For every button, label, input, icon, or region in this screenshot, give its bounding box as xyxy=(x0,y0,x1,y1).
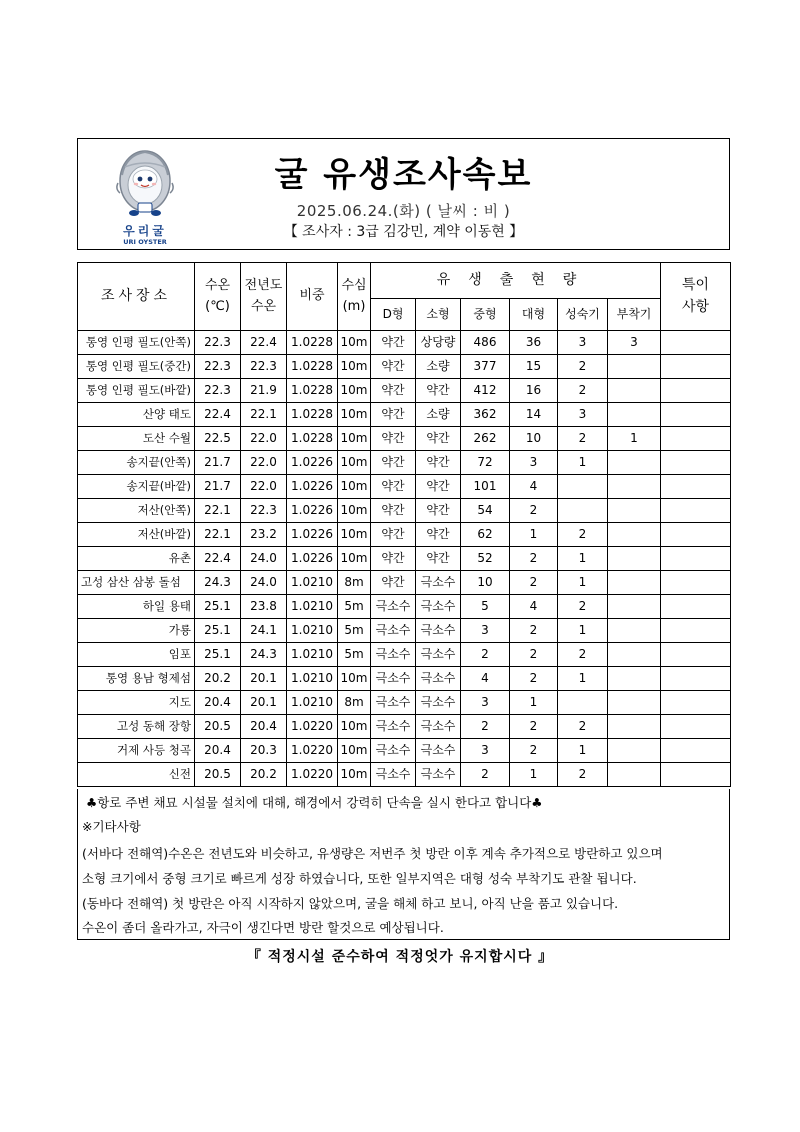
cell-d-type: 극소수 xyxy=(371,763,416,787)
cell-mature: 1 xyxy=(558,739,608,763)
table-row xyxy=(78,691,731,715)
cell-large: 16 xyxy=(510,379,558,403)
cell-depth: 10m xyxy=(338,403,371,427)
cell-mature: 2 xyxy=(558,715,608,739)
header-d-type: D형 xyxy=(371,299,416,331)
cell-mature: 2 xyxy=(558,763,608,787)
table-row xyxy=(78,715,731,739)
cell-d-type: 약간 xyxy=(371,523,416,547)
header-large: 대형 xyxy=(510,299,558,331)
cell-gravity: 1.0228 xyxy=(287,427,338,451)
cell-medium: 54 xyxy=(461,499,510,523)
note-line: 수온이 좀더 올라가고, 자극이 생긴다면 방란 할것으로 예상됩니다. xyxy=(82,920,444,935)
cell-attached xyxy=(608,715,661,739)
cell-depth: 10m xyxy=(338,499,371,523)
warning-notice: ♣항로 주변 채묘 시설물 설치에 대해, 해경에서 강력히 단속을 실시 한다고 합니다♣ xyxy=(86,795,543,810)
report-header xyxy=(77,138,730,250)
logo-subtitle: URI OYSTER xyxy=(123,238,167,246)
cell-attached: 3 xyxy=(608,331,661,355)
cell-mature xyxy=(558,691,608,715)
date-weather-line: 2025.06.24.(화) ( 날씨 : 비 ) xyxy=(296,202,511,220)
table-row xyxy=(78,379,731,403)
cell-gravity: 1.0220 xyxy=(287,739,338,763)
cell-depth: 8m xyxy=(338,691,371,715)
cell-gravity: 1.0226 xyxy=(287,499,338,523)
cell-d-type: 약간 xyxy=(371,379,416,403)
cell-water-temp: 22.1 xyxy=(195,499,241,523)
cell-special xyxy=(661,523,731,547)
cell-prev-temp: 23.2 xyxy=(241,523,287,547)
cell-medium: 3 xyxy=(461,691,510,715)
table-row xyxy=(78,331,731,355)
header-depth xyxy=(338,263,371,331)
table-row xyxy=(78,427,731,451)
cell-prev-temp: 20.2 xyxy=(241,763,287,787)
cell-mature: 2 xyxy=(558,355,608,379)
cell-medium: 52 xyxy=(461,547,510,571)
cell-special xyxy=(661,355,731,379)
cell-location: 고성 삼산 삼봉 돌섬 xyxy=(78,571,195,595)
cell-water-temp: 21.7 xyxy=(195,475,241,499)
cell-small: 약간 xyxy=(416,475,461,499)
header-location: 조사장소 xyxy=(78,263,195,331)
cell-d-type: 약간 xyxy=(371,451,416,475)
cell-gravity: 1.0220 xyxy=(287,763,338,787)
cell-attached xyxy=(608,451,661,475)
survey-table-body xyxy=(78,331,731,787)
cell-attached: 1 xyxy=(608,427,661,451)
cell-large: 2 xyxy=(510,499,558,523)
cell-prev-temp: 24.1 xyxy=(241,619,287,643)
cell-attached xyxy=(608,739,661,763)
cell-prev-temp: 24.3 xyxy=(241,643,287,667)
cell-gravity: 1.0210 xyxy=(287,619,338,643)
cell-small: 상당량 xyxy=(416,331,461,355)
cell-prev-temp: 22.0 xyxy=(241,451,287,475)
cell-depth: 10m xyxy=(338,715,371,739)
cell-medium: 262 xyxy=(461,427,510,451)
cell-d-type: 극소수 xyxy=(371,691,416,715)
table-row xyxy=(78,451,731,475)
cell-large: 2 xyxy=(510,739,558,763)
cell-large: 1 xyxy=(510,763,558,787)
cell-mature: 1 xyxy=(558,619,608,643)
cell-special xyxy=(661,475,731,499)
cell-attached xyxy=(608,691,661,715)
cell-depth: 10m xyxy=(338,379,371,403)
survey-table xyxy=(77,262,731,787)
cell-large: 4 xyxy=(510,475,558,499)
cell-prev-temp: 22.3 xyxy=(241,499,287,523)
cell-small: 극소수 xyxy=(416,643,461,667)
cell-large: 2 xyxy=(510,715,558,739)
cell-mature: 2 xyxy=(558,643,608,667)
cell-depth: 5m xyxy=(338,595,371,619)
cell-d-type: 약간 xyxy=(371,499,416,523)
cell-mature: 1 xyxy=(558,667,608,691)
cell-medium: 72 xyxy=(461,451,510,475)
cell-water-temp: 20.5 xyxy=(195,763,241,787)
cell-special xyxy=(661,379,731,403)
cell-prev-temp: 21.9 xyxy=(241,379,287,403)
cell-prev-temp: 22.1 xyxy=(241,403,287,427)
cell-d-type: 약간 xyxy=(371,427,416,451)
cell-depth: 10m xyxy=(338,451,371,475)
cell-d-type: 극소수 xyxy=(371,595,416,619)
cell-small: 극소수 xyxy=(416,619,461,643)
cell-special xyxy=(661,571,731,595)
cell-medium: 412 xyxy=(461,379,510,403)
cell-small: 약간 xyxy=(416,427,461,451)
cell-depth: 10m xyxy=(338,739,371,763)
cell-location: 거제 사등 청곡 xyxy=(78,739,195,763)
cell-depth: 10m xyxy=(338,331,371,355)
cell-d-type: 약간 xyxy=(371,475,416,499)
cell-water-temp: 20.4 xyxy=(195,739,241,763)
cell-prev-temp: 23.8 xyxy=(241,595,287,619)
cell-gravity: 1.0220 xyxy=(287,715,338,739)
cell-small: 극소수 xyxy=(416,715,461,739)
cell-small: 약간 xyxy=(416,379,461,403)
cell-attached xyxy=(608,355,661,379)
cell-depth: 8m xyxy=(338,571,371,595)
cell-special xyxy=(661,715,731,739)
logo-wordmark: 우리굴 xyxy=(123,224,167,238)
cell-d-type: 약간 xyxy=(371,355,416,379)
cell-special xyxy=(661,547,731,571)
cell-gravity: 1.0228 xyxy=(287,403,338,427)
cell-location: 통영 인평 필도(바깥) xyxy=(78,379,195,403)
cell-small: 약간 xyxy=(416,523,461,547)
cell-mature: 2 xyxy=(558,595,608,619)
cell-location: 지도 xyxy=(78,691,195,715)
header-special-label: 특이 xyxy=(681,277,710,294)
cell-water-temp: 22.4 xyxy=(195,403,241,427)
cell-location: 저산(안쪽) xyxy=(78,499,195,523)
cell-depth: 5m xyxy=(338,643,371,667)
cell-prev-temp: 22.4 xyxy=(241,331,287,355)
cell-d-type: 극소수 xyxy=(371,643,416,667)
cell-attached xyxy=(608,403,661,427)
page-title: 굴 유생조사속보 xyxy=(274,155,533,195)
misc-heading: ※기타사항 xyxy=(82,819,141,834)
cell-medium: 62 xyxy=(461,523,510,547)
cell-special xyxy=(661,403,731,427)
cell-large: 10 xyxy=(510,427,558,451)
cell-gravity: 1.0228 xyxy=(287,379,338,403)
cell-large: 1 xyxy=(510,523,558,547)
header-larvae-yield: 유생출현량 xyxy=(371,263,661,299)
cell-water-temp: 20.5 xyxy=(195,715,241,739)
cell-medium: 486 xyxy=(461,331,510,355)
cell-gravity: 1.0226 xyxy=(287,451,338,475)
cell-depth: 10m xyxy=(338,667,371,691)
cell-water-temp: 25.1 xyxy=(195,643,241,667)
cell-mature: 3 xyxy=(558,403,608,427)
cell-small: 약간 xyxy=(416,547,461,571)
cell-location: 유촌 xyxy=(78,547,195,571)
cell-water-temp: 22.5 xyxy=(195,427,241,451)
cell-mature xyxy=(558,475,608,499)
cell-large: 2 xyxy=(510,667,558,691)
cell-d-type: 극소수 xyxy=(371,715,416,739)
note-line: 소형 크기에서 중형 크기로 빠르게 성장 하였습니다, 또한 일부지역은 대형 성숙 부착기도 관찰 됩니다. xyxy=(82,871,637,886)
header-prev-year-temp xyxy=(241,263,287,331)
cell-depth: 10m xyxy=(338,427,371,451)
cell-medium: 3 xyxy=(461,739,510,763)
cell-special xyxy=(661,763,731,787)
notes-section xyxy=(77,789,730,940)
cell-small: 극소수 xyxy=(416,691,461,715)
cell-prev-temp: 20.4 xyxy=(241,715,287,739)
cell-large: 3 xyxy=(510,451,558,475)
cell-special xyxy=(661,499,731,523)
cell-mature: 3 xyxy=(558,331,608,355)
surveyor-line: 【 조사자 : 3급 김강민, 계약 이동현 】 xyxy=(283,224,524,240)
cell-special xyxy=(661,595,731,619)
cell-large: 2 xyxy=(510,619,558,643)
cell-special xyxy=(661,739,731,763)
cell-location: 신전 xyxy=(78,763,195,787)
table-row xyxy=(78,547,731,571)
cell-attached xyxy=(608,523,661,547)
cell-special xyxy=(661,451,731,475)
header-gravity: 비중 xyxy=(287,263,338,331)
cell-mature: 1 xyxy=(558,451,608,475)
header-small: 소형 xyxy=(416,299,461,331)
cell-small: 극소수 xyxy=(416,595,461,619)
header-medium: 중형 xyxy=(461,299,510,331)
cell-water-temp: 21.7 xyxy=(195,451,241,475)
cell-special xyxy=(661,691,731,715)
cell-prev-temp: 20.1 xyxy=(241,667,287,691)
cell-large: 14 xyxy=(510,403,558,427)
table-row xyxy=(78,355,731,379)
table-row xyxy=(78,763,731,787)
header-mature: 성숙기 xyxy=(558,299,608,331)
cell-location: 저산(바깥) xyxy=(78,523,195,547)
note-line: (동바다 전해역) 첫 방란은 아직 시작하지 않았으며, 굴을 해체 하고 보니, 아직 난을 품고 있습니다. xyxy=(82,896,619,911)
cell-mature: 2 xyxy=(558,523,608,547)
cell-attached xyxy=(608,379,661,403)
table-row xyxy=(78,643,731,667)
cell-prev-temp: 22.0 xyxy=(241,475,287,499)
cell-location: 송지끝(안쪽) xyxy=(78,451,195,475)
header-water-temp xyxy=(195,263,241,331)
cell-d-type: 약간 xyxy=(371,331,416,355)
table-row xyxy=(78,667,731,691)
cell-mature xyxy=(558,499,608,523)
cell-attached xyxy=(608,475,661,499)
cell-water-temp: 22.3 xyxy=(195,379,241,403)
cell-water-temp: 24.3 xyxy=(195,571,241,595)
cell-medium: 101 xyxy=(461,475,510,499)
cell-location: 도산 수월 xyxy=(78,427,195,451)
cell-prev-temp: 20.1 xyxy=(241,691,287,715)
note-line: (서바다 전해역)수온은 전년도와 비슷하고, 유생량은 저번주 첫 방란 이후 계속 추가적으로 방란하고 있으며 xyxy=(82,846,663,861)
cell-attached xyxy=(608,571,661,595)
cell-gravity: 1.0210 xyxy=(287,595,338,619)
cell-d-type: 극소수 xyxy=(371,619,416,643)
cell-attached xyxy=(608,547,661,571)
cell-gravity: 1.0226 xyxy=(287,547,338,571)
cell-water-temp: 25.1 xyxy=(195,619,241,643)
cell-mature: 2 xyxy=(558,379,608,403)
cell-d-type: 극소수 xyxy=(371,739,416,763)
cell-mature: 1 xyxy=(558,571,608,595)
cell-attached xyxy=(608,667,661,691)
cell-large: 15 xyxy=(510,355,558,379)
cell-gravity: 1.0210 xyxy=(287,643,338,667)
table-row xyxy=(78,595,731,619)
cell-small: 약간 xyxy=(416,451,461,475)
cell-medium: 10 xyxy=(461,571,510,595)
footer-slogan: 『 적정시설 준수하여 적정엇가 유지합시다 』 xyxy=(246,949,554,965)
cell-depth: 10m xyxy=(338,763,371,787)
cell-location: 통영 용남 형제섬 xyxy=(78,667,195,691)
table-row xyxy=(78,403,731,427)
cell-small: 극소수 xyxy=(416,739,461,763)
cell-medium: 2 xyxy=(461,715,510,739)
cell-medium: 3 xyxy=(461,619,510,643)
cell-medium: 4 xyxy=(461,667,510,691)
cell-prev-temp: 24.0 xyxy=(241,571,287,595)
table-row xyxy=(78,475,731,499)
cell-water-temp: 22.4 xyxy=(195,547,241,571)
cell-prev-temp: 22.3 xyxy=(241,355,287,379)
cell-d-type: 약간 xyxy=(371,403,416,427)
cell-small: 극소수 xyxy=(416,763,461,787)
table-row xyxy=(78,739,731,763)
header-special-label-2: 사항 xyxy=(681,298,710,315)
cell-location: 통영 인평 필도(중간) xyxy=(78,355,195,379)
header-prev-year-label-2: 수온 xyxy=(250,298,277,314)
cell-water-temp: 25.1 xyxy=(195,595,241,619)
cell-location: 임포 xyxy=(78,643,195,667)
cell-small: 약간 xyxy=(416,499,461,523)
cell-gravity: 1.0210 xyxy=(287,691,338,715)
cell-depth: 10m xyxy=(338,475,371,499)
cell-attached xyxy=(608,499,661,523)
cell-gravity: 1.0228 xyxy=(287,355,338,379)
header-depth-unit: (m) xyxy=(342,298,366,314)
cell-prev-temp: 20.3 xyxy=(241,739,287,763)
cell-attached xyxy=(608,763,661,787)
header-depth-label: 수심 xyxy=(341,278,367,294)
cell-depth: 10m xyxy=(338,355,371,379)
table-row xyxy=(78,523,731,547)
cell-gravity: 1.0210 xyxy=(287,571,338,595)
cell-water-temp: 20.4 xyxy=(195,691,241,715)
header-water-temp-unit: (℃) xyxy=(205,298,230,314)
cell-special xyxy=(661,427,731,451)
cell-location: 고성 동해 장항 xyxy=(78,715,195,739)
cell-large: 1 xyxy=(510,691,558,715)
cell-large: 4 xyxy=(510,595,558,619)
cell-location: 하일 용태 xyxy=(78,595,195,619)
cell-attached xyxy=(608,619,661,643)
cell-large: 36 xyxy=(510,331,558,355)
cell-medium: 2 xyxy=(461,643,510,667)
cell-d-type: 극소수 xyxy=(371,667,416,691)
cell-mature: 2 xyxy=(558,427,608,451)
cell-small: 극소수 xyxy=(416,571,461,595)
cell-large: 2 xyxy=(510,571,558,595)
header-attached: 부착기 xyxy=(608,299,661,331)
cell-d-type: 약간 xyxy=(371,547,416,571)
cell-gravity: 1.0226 xyxy=(287,475,338,499)
cell-medium: 5 xyxy=(461,595,510,619)
cell-attached xyxy=(608,595,661,619)
cell-location: 가룡 xyxy=(78,619,195,643)
header-water-temp-label: 수온 xyxy=(204,278,231,294)
cell-special xyxy=(661,619,731,643)
cell-attached xyxy=(608,643,661,667)
cell-prev-temp: 22.0 xyxy=(241,427,287,451)
cell-location: 송지끝(바깥) xyxy=(78,475,195,499)
cell-depth: 10m xyxy=(338,523,371,547)
cell-water-temp: 22.3 xyxy=(195,355,241,379)
cell-prev-temp: 24.0 xyxy=(241,547,287,571)
cell-gravity: 1.0210 xyxy=(287,667,338,691)
cell-water-temp: 22.3 xyxy=(195,331,241,355)
cell-depth: 5m xyxy=(338,619,371,643)
cell-small: 소량 xyxy=(416,355,461,379)
cell-location: 산양 태도 xyxy=(78,403,195,427)
cell-gravity: 1.0226 xyxy=(287,523,338,547)
cell-water-temp: 20.2 xyxy=(195,667,241,691)
cell-gravity: 1.0228 xyxy=(287,331,338,355)
cell-medium: 377 xyxy=(461,355,510,379)
cell-mature: 1 xyxy=(558,547,608,571)
cell-depth: 10m xyxy=(338,547,371,571)
cell-large: 2 xyxy=(510,547,558,571)
cell-d-type: 약간 xyxy=(371,571,416,595)
cell-special xyxy=(661,331,731,355)
cell-medium: 2 xyxy=(461,763,510,787)
header-special xyxy=(661,263,731,331)
cell-water-temp: 22.1 xyxy=(195,523,241,547)
header-prev-year-label: 전년도 xyxy=(244,278,283,294)
cell-small: 극소수 xyxy=(416,667,461,691)
cell-small: 소량 xyxy=(416,403,461,427)
cell-special xyxy=(661,643,731,667)
cell-location: 통영 인평 필도(안쪽) xyxy=(78,331,195,355)
cell-large: 2 xyxy=(510,643,558,667)
table-row xyxy=(78,571,731,595)
table-row xyxy=(78,619,731,643)
table-row xyxy=(78,499,731,523)
cell-special xyxy=(661,667,731,691)
cell-medium: 362 xyxy=(461,403,510,427)
